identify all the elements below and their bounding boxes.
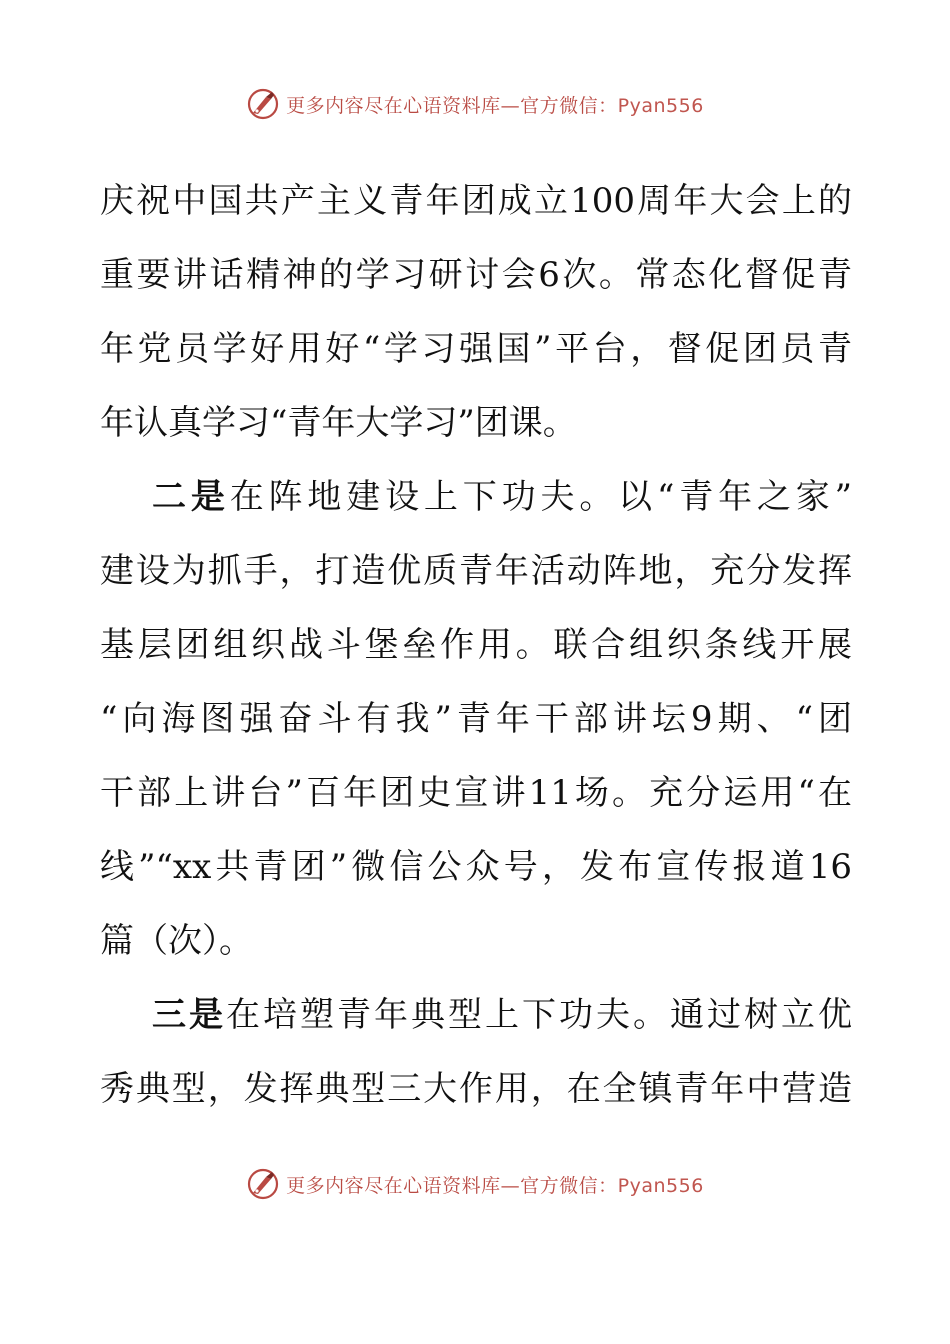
text-line: 秀典型，发挥典型三大作用，在全镇青年中营造: [100, 1069, 852, 1109]
text-line: 重要讲话精神的学习研讨会6次。常态化督促青: [100, 255, 852, 295]
document-body: [100, 170, 852, 1132]
paragraph-first-rest: 在阵地建设上下功夫。以“青年之家”: [229, 477, 853, 517]
text-line: 年认真学习“青年大学习”团课。: [100, 403, 577, 443]
paragraph-2: [100, 466, 852, 984]
header-watermark: [0, 84, 950, 124]
text-line: 基层团组织战斗堡垒作用。联合组织条线开展: [100, 625, 852, 665]
paragraph-3: [100, 984, 852, 1132]
text-line: 建设为抓手，打造优质青年活动阵地，充分发挥: [100, 551, 852, 591]
footer-watermark: [0, 1164, 950, 1204]
pen-nib-logo-icon: [246, 1167, 280, 1201]
paragraph-lead: 三是: [152, 995, 226, 1035]
watermark-contact: Pyan556: [617, 1174, 704, 1197]
text-line: 年党员学好用好“学习强国”平台，督促团员青: [100, 329, 852, 369]
text-line: 干部上讲台”百年团史宣讲11场。充分运用“在: [100, 773, 852, 813]
text-line: 篇（次）。: [100, 921, 253, 961]
pen-nib-logo-icon: [246, 87, 280, 121]
watermark-contact: Pyan556: [617, 94, 704, 117]
paragraph-first-rest: 在培塑青年典型上下功夫。通过树立优: [226, 995, 852, 1035]
text-line-first: [100, 984, 852, 1058]
text-line: “向海图强奋斗有我”青年干部讲坛9期、“团: [100, 699, 852, 739]
watermark-text: 更多内容尽在心语资料库—官方微信：Pyan556: [286, 1174, 704, 1197]
paragraph-1: [100, 170, 852, 466]
text-line-first: [100, 466, 852, 540]
paragraph-lead: 二是: [152, 477, 230, 517]
watermark-text: 更多内容尽在心语资料库—官方微信：Pyan556: [286, 94, 704, 117]
text-line: 庆祝中国共产主义青年团成立100周年大会上的: [100, 181, 852, 221]
text-line: 线”“xx共青团”微信公众号，发布宣传报道16: [100, 847, 852, 887]
